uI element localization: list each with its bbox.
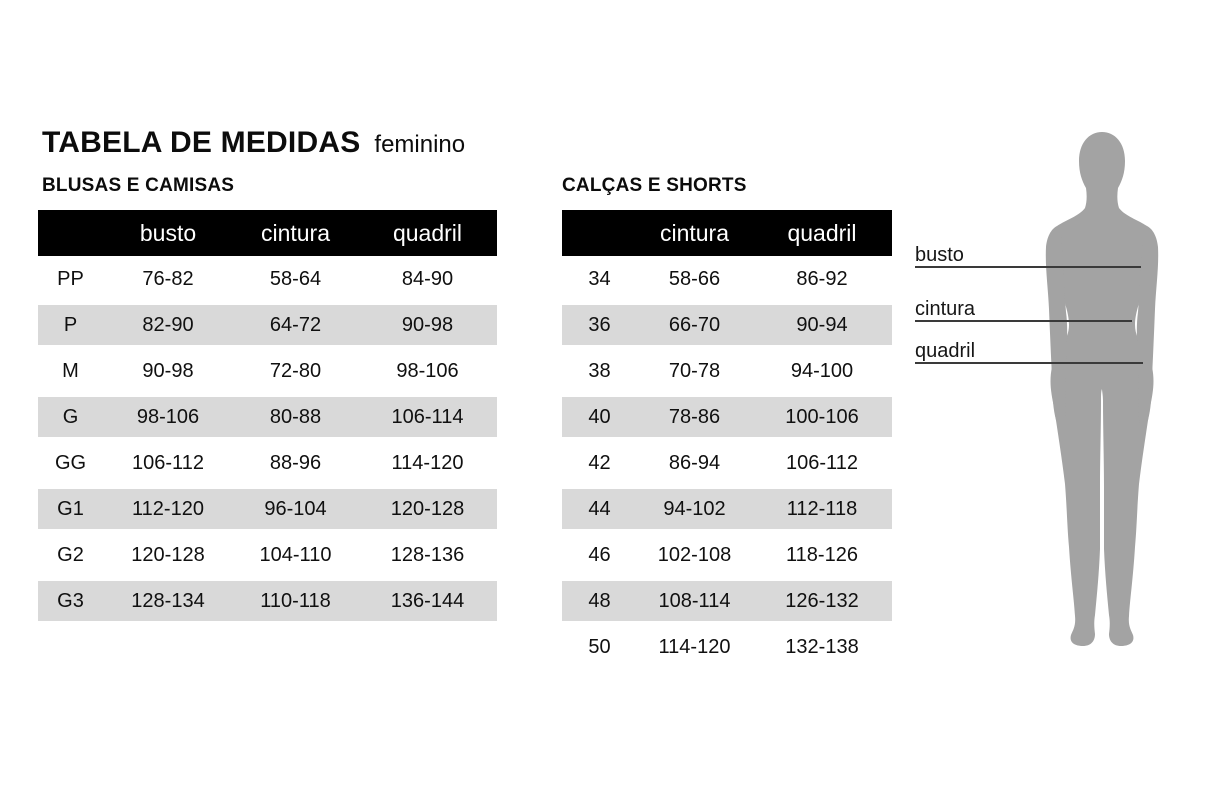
table-row: [38, 302, 497, 348]
measurement-range-cell: 104-110: [259, 543, 332, 566]
table-row: [562, 440, 892, 486]
measurement-range-cell: 120-128: [390, 497, 465, 520]
table-blusas-e-camisas: [38, 210, 497, 624]
measurement-range-cell: 94-102: [663, 497, 726, 520]
measurement-range-cell: 90-98: [401, 313, 454, 336]
female-silhouette-graphic: [1038, 129, 1168, 651]
size-cell: GG: [54, 451, 87, 474]
measurement-range-cell: 136-144: [390, 589, 465, 612]
column-header: cintura: [260, 219, 331, 246]
section-title-calcas-e-shorts: CALÇAS E SHORTS: [562, 175, 747, 196]
measurement-range-cell: 108-114: [658, 589, 731, 612]
measurement-range-cell: 84-90: [401, 267, 454, 290]
measurement-range-cell: 98-106: [396, 359, 459, 382]
measurement-range-cell: 100-106: [785, 405, 859, 428]
measurement-range-cell: 106-112: [132, 451, 204, 474]
size-cell: G1: [57, 497, 84, 520]
size-cell: 38: [588, 359, 611, 382]
table-row: [562, 302, 892, 348]
measurement-range-cell: 90-98: [142, 359, 194, 382]
table-row: [38, 348, 497, 394]
measurement-range-cell: 102-108: [657, 543, 732, 566]
measurement-range-cell: 88-96: [269, 451, 322, 474]
size-cell: 48: [588, 589, 611, 612]
table-row: [562, 394, 892, 440]
measurement-range-cell: 126-132: [785, 589, 859, 612]
measurement-range-cell: 128-136: [390, 543, 465, 566]
table-row: [562, 624, 892, 670]
table-row: [38, 532, 497, 578]
measurement-range-cell: 80-88: [269, 405, 322, 428]
size-cell: 50: [588, 635, 611, 658]
measure-label-quadril: quadril: [915, 340, 976, 362]
size-cell: 44: [588, 497, 611, 520]
column-header: quadril: [392, 219, 463, 246]
measurement-range-cell: 132-138: [785, 635, 859, 658]
measurement-range-cell: 72-80: [269, 359, 322, 382]
measurement-range-cell: 76-82: [142, 267, 194, 290]
measurement-range-cell: 112-120: [132, 497, 204, 520]
measure-line-cintura: [915, 320, 1132, 322]
measurement-range-cell: 58-64: [269, 267, 322, 290]
column-header: cintura: [659, 219, 730, 246]
table-row: [38, 578, 497, 624]
table-row: [562, 256, 892, 302]
table-row: [38, 256, 497, 302]
size-cell: P: [63, 313, 78, 336]
measurement-range-cell: 114-120: [658, 635, 731, 658]
measure-label-busto: busto: [915, 244, 964, 266]
measurement-range-cell: 78-86: [668, 405, 721, 428]
measurement-range-cell: 90-94: [796, 313, 848, 336]
size-cell: 46: [588, 543, 611, 566]
measurement-range-cell: 106-114: [391, 405, 464, 428]
measurement-range-cell: 82-90: [142, 313, 194, 336]
table-row: [38, 486, 497, 532]
column-header: busto: [139, 219, 197, 246]
size-cell: G3: [57, 589, 84, 612]
measurement-range-cell: 114-120: [391, 451, 464, 474]
size-cell: 36: [588, 313, 611, 336]
measurement-range-cell: 64-72: [269, 313, 322, 336]
measurement-range-cell: 112-118: [786, 497, 858, 520]
table-row: [562, 486, 892, 532]
table-row: [562, 532, 892, 578]
table-row: [562, 578, 892, 624]
measurement-range-cell: 120-128: [131, 543, 205, 566]
page-title-suffix: feminino: [374, 131, 466, 158]
section-title-blusas-e-camisas: BLUSAS E CAMISAS: [42, 175, 235, 196]
size-cell: G: [62, 405, 79, 428]
measurement-range-cell: 98-106: [136, 405, 200, 428]
table-calcas-e-shorts: [562, 210, 892, 670]
table-row: [38, 394, 497, 440]
measurement-range-cell: 66-70: [668, 313, 721, 336]
measurement-range-cell: 96-104: [264, 497, 327, 520]
measure-line-quadril: [915, 362, 1143, 364]
page-title: TABELA DE MEDIDAS: [42, 126, 361, 159]
size-cell: 42: [588, 451, 611, 474]
female-body-silhouette: [1038, 129, 1168, 651]
size-cell: PP: [57, 267, 84, 290]
size-cell: G2: [57, 543, 84, 566]
measurement-range-cell: 128-134: [131, 589, 205, 612]
size-cell: 40: [588, 405, 611, 428]
column-header: quadril: [787, 219, 857, 246]
measurement-range-cell: 70-78: [668, 359, 721, 382]
measure-label-cintura: cintura: [915, 298, 976, 320]
table-header-row: [38, 210, 497, 256]
measure-line-busto: [915, 266, 1141, 268]
measurement-range-cell: 86-92: [796, 267, 848, 290]
size-cell: M: [62, 359, 79, 382]
table-row: [562, 348, 892, 394]
measurement-range-cell: 58-66: [668, 267, 721, 290]
size-cell: 34: [588, 267, 611, 290]
measurement-range-cell: 86-94: [668, 451, 721, 474]
page-title-row: [42, 126, 465, 160]
table-header-row: [562, 210, 892, 256]
measurement-range-cell: 118-126: [786, 543, 858, 566]
measurement-range-cell: 106-112: [786, 451, 858, 474]
measurement-range-cell: 94-100: [790, 359, 854, 382]
measurement-range-cell: 110-118: [260, 589, 331, 612]
table-row: [38, 440, 497, 486]
